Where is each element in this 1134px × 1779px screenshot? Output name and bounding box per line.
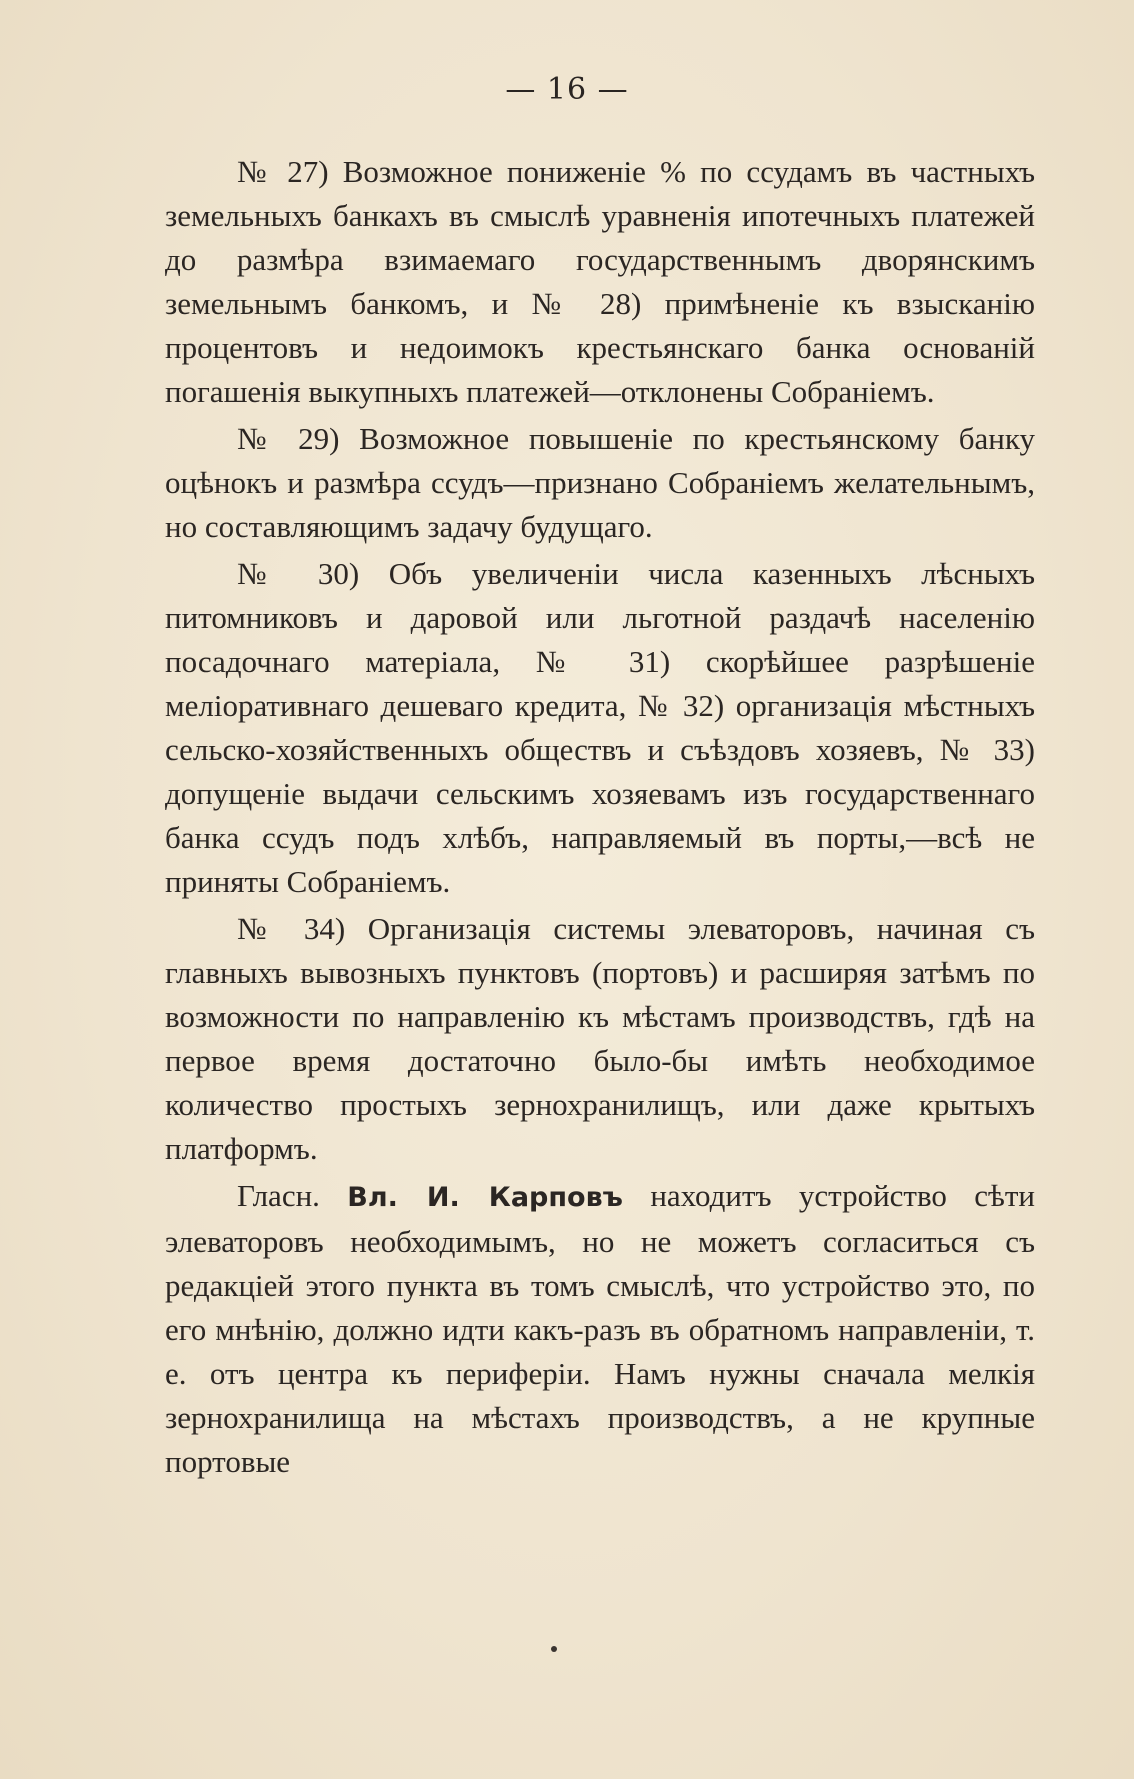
paragraph-karpov <box>165 1174 1035 1484</box>
page-number: — 16 — <box>505 72 629 107</box>
speaker-prefix: Гласн. <box>237 1178 320 1213</box>
paragraph-34: № 34) Организація системы элеваторовъ, начиная съ главныхъ вывозныхъ пунктовъ (портовъ) и расширяя затѣмъ по возможности по направленію къ мѣстамъ производствъ, гдѣ на первое время достаточно было-бы имѣть необходимое количество простыхъ зернохранилищъ, или даже крытыхъ платформъ. <box>165 911 1035 1166</box>
speaker-name: Вл. И. Карповъ <box>347 1182 623 1213</box>
paragraph-27-28: № 27) Возможное пониженіе % по ссудамъ въ частныхъ земельныхъ банкахъ въ смыслѣ уравненія ипотечныхъ платежей до размѣра взимаемаго государственнымъ дворянскимъ земельнымъ банкомъ, и № 28) примѣненіе къ взысканію процентовъ и недоимокъ крестьянскаго банка основаній погашенія выкупныхъ платежей—отклонены Собраніемъ. <box>165 154 1035 409</box>
paragraph-30-33: № 30) Объ увеличеніи числа казенныхъ лѣсныхъ питомниковъ и даровой или льготной раздачѣ населенію посадочнаго матеріала, № 31) скорѣйшее разрѣшеніе меліоративнаго дешеваго кредита, № 32) организація мѣстныхъ сельско-хозяйственныхъ обществъ и съѣздовъ хозяевъ, № 33) допущеніе выдачи сельскимъ хозяевамъ изъ государственнаго банка ссудъ подъ хлѣбъ, направляемый въ порты,—всѣ не приняты Собраніемъ. <box>165 556 1035 899</box>
ink-dot <box>551 1646 557 1652</box>
page-body <box>165 150 1035 1487</box>
paragraph-29: № 29) Возможное повышеніе по крестьянскому банку оцѣнокъ и размѣра ссудъ—признано Собраніемъ желательнымъ, но составляющимъ задачу будущаго. <box>165 421 1035 544</box>
speaker-text: находитъ устройство сѣти элеваторовъ необходимымъ, но не можетъ согласиться съ редакціей этого пункта въ томъ смыслѣ, что устройство это, по его мнѣнію, должно идти какъ-разъ въ обратномъ направленіи, т. е. отъ центра къ периферіи. Намъ нужны сначала мелкія зернохранилища на мѣстахъ производствъ, а не крупные портовые <box>165 1178 1035 1479</box>
